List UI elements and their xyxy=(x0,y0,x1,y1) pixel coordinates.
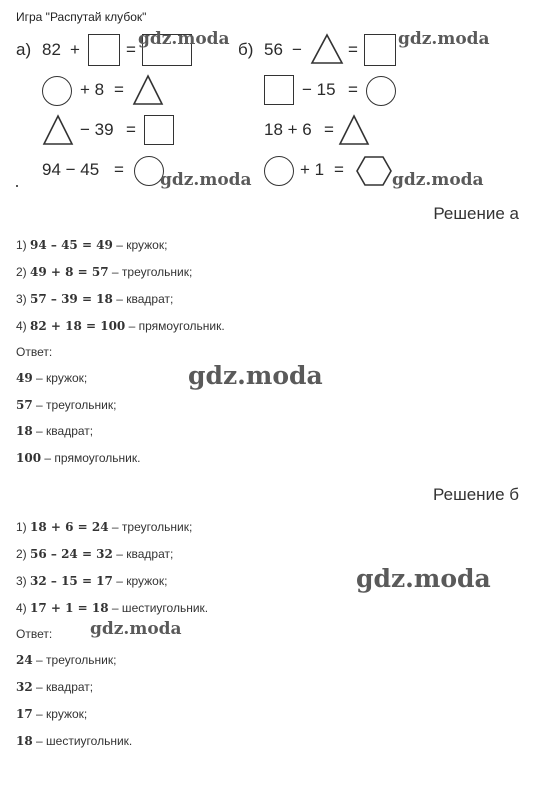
minus-15: − 15 xyxy=(302,80,336,99)
equals-sign: = xyxy=(348,80,358,99)
watermark: gdz.moda xyxy=(160,170,252,190)
equals-sign: = xyxy=(334,160,344,179)
equals-sign: = xyxy=(348,40,358,59)
triangle-shape xyxy=(310,33,344,65)
watermark: gdz.moda xyxy=(356,564,491,593)
minus-sign: − xyxy=(292,40,302,59)
equals-sign: = xyxy=(126,40,136,59)
watermark: gdz.moda xyxy=(188,361,323,390)
solution-b-step: 3) 32 – 15 = 17 – кружок; xyxy=(16,574,168,588)
minus-39: − 39 xyxy=(80,120,114,139)
solution-a-step: 2) 49 + 8 = 57 – треугольник; xyxy=(16,265,193,279)
solution-a-step: 1) 94 – 45 = 49 – кружок; xyxy=(16,238,168,252)
solution-a-answer: 57 – треугольник; xyxy=(16,398,117,412)
number-82: 82 xyxy=(42,40,61,59)
solution-b-step: 1) 18 + 6 = 24 – треугольник; xyxy=(16,520,193,534)
page-title: Игра "Распутай клубок" xyxy=(16,10,147,24)
hexagon-shape xyxy=(356,156,392,186)
watermark: gdz.moda xyxy=(138,29,230,49)
square-shape xyxy=(144,115,174,145)
plus-sign: + xyxy=(70,40,80,59)
solution-a-heading: Решение а xyxy=(433,204,519,223)
square-shape xyxy=(88,34,120,66)
solution-a-step: 4) 82 + 18 = 100 – прямоугольник. xyxy=(16,319,225,333)
solution-a-answer-label: Ответ: xyxy=(16,345,53,359)
circle-shape xyxy=(264,156,294,186)
watermark: gdz.moda xyxy=(392,170,484,190)
equals-sign: = xyxy=(126,120,136,139)
solution-b-step: 4) 17 + 1 = 18 – шестиугольник. xyxy=(16,601,209,615)
equals-sign: = xyxy=(324,120,334,139)
square-shape xyxy=(364,34,396,66)
solution-b-answer: 18 – шестиугольник. xyxy=(16,734,133,748)
solution-b-answer: 32 – квадрат; xyxy=(16,680,94,694)
solution-b-heading: Решение б xyxy=(433,485,519,504)
equals-sign: = xyxy=(114,80,124,99)
circle-shape xyxy=(42,76,72,106)
triangle-shape xyxy=(42,114,74,146)
equals-sign: = xyxy=(114,160,124,179)
plus-8: + 8 xyxy=(80,80,105,99)
expr-18-plus-6: 18 + 6 xyxy=(264,120,312,139)
watermark: gdz.moda xyxy=(90,619,182,639)
solution-a-answer: 100 – прямоугольник. xyxy=(16,451,141,465)
label-a: а) xyxy=(16,40,32,59)
triangle-shape xyxy=(338,114,370,146)
label-b: б) xyxy=(238,40,254,59)
solution-b-answer: 17 – кружок; xyxy=(16,707,88,721)
circle-shape xyxy=(366,76,396,106)
solution-a-answer: 18 – квадрат; xyxy=(16,424,94,438)
expr-94-minus-45: 94 − 45 xyxy=(42,160,100,179)
plus-1: + 1 xyxy=(300,160,325,179)
solution-a-step: 3) 57 – 39 = 18 – квадрат; xyxy=(16,292,174,306)
solution-b-step: 2) 56 – 24 = 32 – квадрат; xyxy=(16,547,174,561)
number-56: 56 xyxy=(264,40,283,59)
solution-a-answer: 49 – кружок; xyxy=(16,371,88,385)
solution-b-answer-label: Ответ: xyxy=(16,627,53,641)
watermark: gdz.moda xyxy=(398,29,490,49)
stray-dot xyxy=(16,185,18,187)
square-shape xyxy=(264,75,294,105)
solution-b-answer: 24 – треугольник; xyxy=(16,653,117,667)
triangle-shape xyxy=(132,74,164,106)
